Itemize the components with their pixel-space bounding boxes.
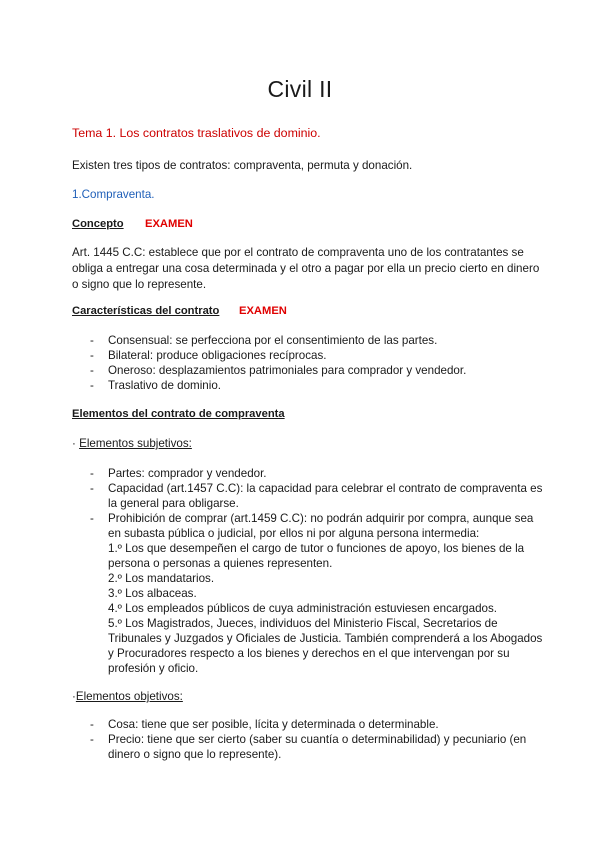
concepto-heading: Concepto — [72, 218, 124, 230]
dash-bullet: - — [90, 482, 94, 495]
subjetivos-label: Elementos subjetivos: — [79, 437, 192, 450]
prohibicion-line: Tribunales y Juzgados y Oficiales de Justicia. También comprenderá a los Abogados — [108, 632, 543, 645]
caracteristicas-heading: Características del contrato — [72, 305, 220, 317]
prohibicion-line: 5.º Los Magistrados, Jueces, individuos del Ministerio Fiscal, Secretarios de — [108, 617, 498, 630]
prohibicion-line: Prohibición de comprar (art.1459 C.C): no podrán adquirir por compra, aunque sea — [108, 512, 534, 525]
dash-bullet: - — [90, 349, 94, 362]
precio-line: Precio: tiene que ser cierto (saber su cuantía o determinabilidad) y pecuniario (en — [108, 733, 527, 746]
dash-bullet: - — [90, 334, 94, 347]
dash-bullet: - — [90, 379, 94, 392]
subjetivos-bullet: · — [72, 437, 80, 450]
prohibicion-line: 3.º Los albaceas. — [108, 587, 197, 600]
prohibicion-line: 2.º Los mandatarios. — [108, 572, 215, 585]
list-item: Traslativo de dominio. — [108, 379, 221, 392]
capacidad-line: la general para obligarse. — [108, 497, 239, 510]
precio-line: dinero o signo que lo represente). — [108, 748, 282, 761]
caracteristicas-examen-badge: EXAMEN — [239, 305, 287, 317]
partes-item: Partes: comprador y vendedor. — [108, 467, 267, 480]
tema-heading: Tema 1. Los contratos traslativos de dominio. — [72, 126, 321, 140]
prohibicion-line: profesión y oficio. — [108, 662, 199, 675]
dash-bullet: - — [90, 364, 94, 377]
concepto-line: o signo que lo represente. — [72, 278, 207, 291]
list-item: Bilateral: produce obligaciones recíprocas. — [108, 349, 327, 362]
dash-bullet: - — [90, 467, 94, 480]
concepto-line: obliga a entregar una cosa determinada y el otro a pagar por ella un precio cierto en dinero — [72, 262, 540, 275]
concepto-line: Art. 1445 C.C: establece que por el contrato de compraventa uno de los contratantes se — [72, 246, 524, 259]
dash-bullet: - — [90, 512, 94, 525]
elementos-heading: Elementos del contrato de compraventa — [72, 408, 285, 420]
concepto-examen-badge: EXAMEN — [145, 218, 193, 230]
prohibicion-line: y Procuradores respecto a los bienes y derechos en el que intervengan por su — [108, 647, 510, 660]
document-title: Civil II — [267, 76, 333, 102]
section-compraventa: 1.Compraventa. — [72, 188, 155, 201]
cosa-item: Cosa: tiene que ser posible, lícita y determinada o determinable. — [108, 718, 439, 731]
subjetivos-subheading — [72, 436, 192, 452]
intro-text: Existen tres tipos de contratos: compraventa, permuta y donación. — [72, 159, 413, 172]
prohibicion-line: en subasta pública o judicial, por ellos ni por alguna persona intermedia: — [108, 527, 480, 540]
objetivos-bullet: · — [72, 690, 76, 703]
dash-bullet: - — [90, 733, 94, 746]
prohibicion-line: 4.º Los empleados públicos de cuya administración estuviesen encargados. — [108, 602, 497, 615]
dash-bullet: - — [90, 718, 94, 731]
list-item: Consensual: se perfecciona por el consentimiento de las partes. — [108, 334, 438, 347]
list-item: Oneroso: desplazamientos patrimoniales para comprador y vendedor. — [108, 364, 467, 377]
prohibicion-line: persona o personas a quienes representen. — [108, 557, 333, 570]
objetivos-subheading — [72, 689, 183, 705]
objetivos-label: Elementos objetivos: — [75, 690, 183, 703]
prohibicion-line: 1.º Los que desempeñen el cargo de tutor o funciones de apoyo, los bienes de la — [108, 542, 525, 555]
capacidad-line: Capacidad (art.1457 C.C): la capacidad para celebrar el contrato de compraventa es — [108, 482, 543, 495]
